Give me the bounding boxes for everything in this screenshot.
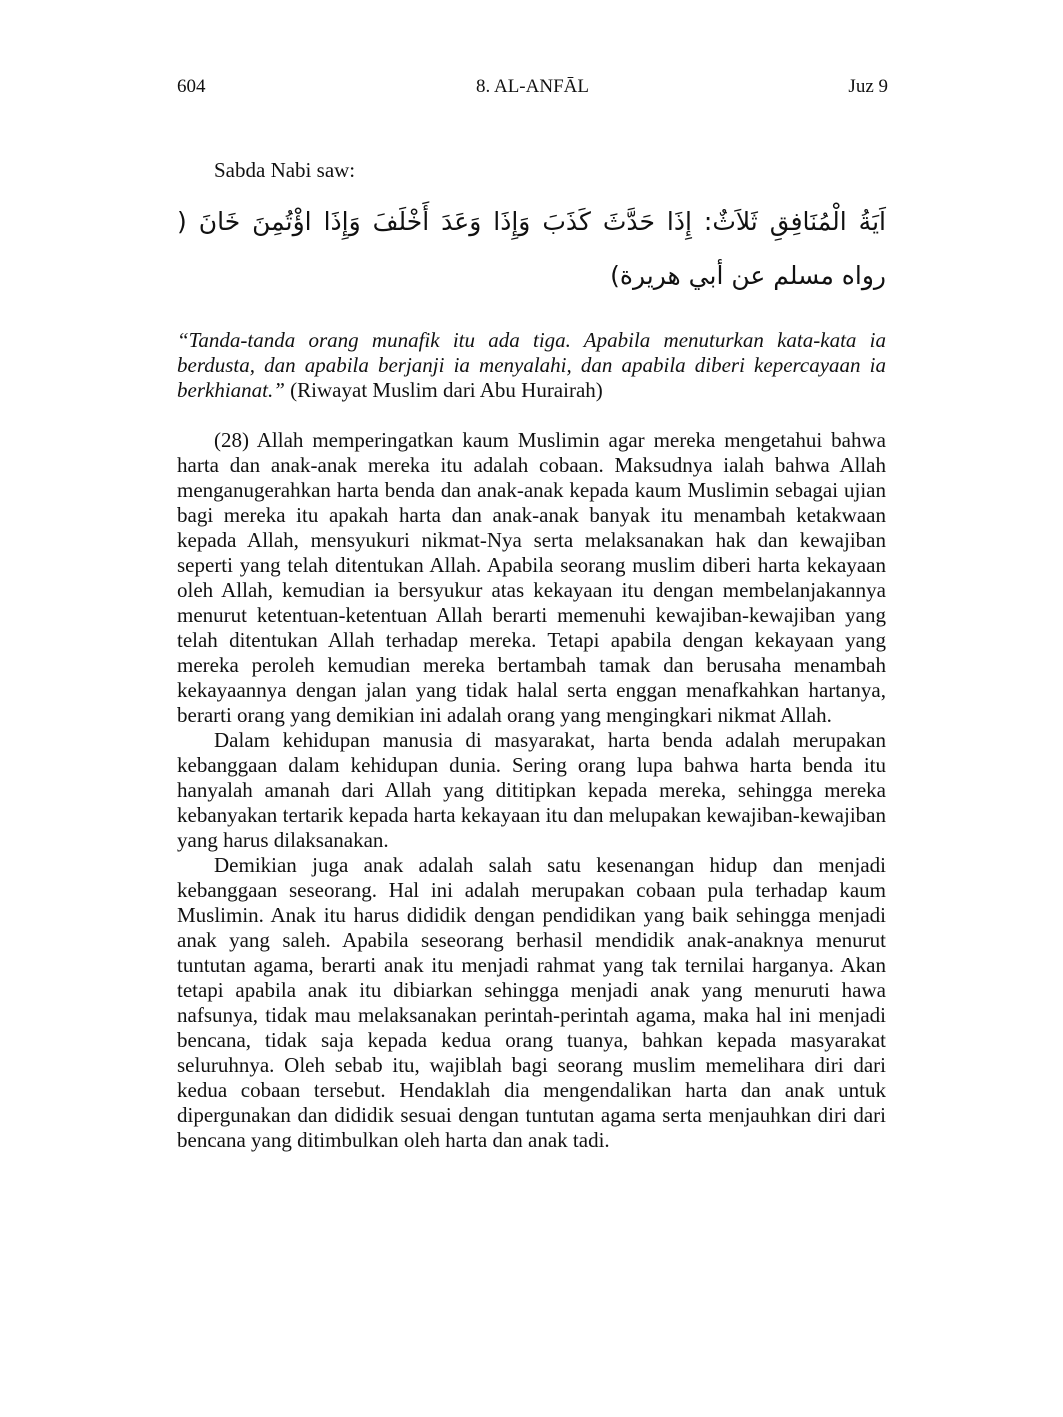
paragraph-wealth: Dalam kehidupan manusia di masyarakat, harta benda adalah merupakan kebanggaan dalam kehidupan dunia. Sering orang lupa bahwa harta benda itu hanyalah amanah dari Allah yang dititipkan kepada mereka, sehingga mereka kebanyakan tertarik kepada harta kekayaan itu dan melupakan kewajiban-kewajiban yang harus dilaksanakan. (177, 728, 886, 852)
paragraph-verse-28: (28) Allah memperingatkan kaum Muslimin agar mereka mengetahui bahwa harta dan anak-anak mereka itu adalah cobaan. Maksudnya ialah bahwa Allah menganugerahkan harta benda dan anak-anak kepada kaum Muslimin sebagai ujian bagi mereka itu apakah harta dan anak-anak banyak itu menambah ketakwaan kepada Allah, mensyukuri nikmat-Nya serta melaksanakan hak dan kewajiban seperti yang telah ditentukan Allah. Apabila seorang muslim diberi harta kekayaan oleh Allah, kemudian ia bersyukur atas kekayaan itu dengan membelanjakannya menurut ketentuan-ketentuan Allah berarti memenuhi kewajiban-kewajiban yang telah ditentukan Allah terhadap mereka. Tetapi apabila dengan kekayaan yang mereka peroleh kemudian mereka bertambah tamak dan berusaha menambah kekayaannya dengan jalan yang tidak halal serta enggan menafkahkan hartanya, berarti orang yang demikian ini adalah orang yang mengingkari nikmat Allah. (177, 428, 886, 727)
hadith-translation (177, 328, 886, 403)
chapter-title: 8. AL-ANFĀL (476, 76, 589, 97)
hadith-intro: Sabda Nabi saw: (214, 158, 356, 182)
translation-source: (Riwayat Muslim dari Abu Hurairah) (284, 378, 603, 402)
page-number: 604 (177, 76, 206, 97)
hadith-arabic: اَيَةُ الْمُنَافِقِ ثَلاَثٌ: إِذَا حَدَّثَ كَذَبَ وَإِذَا وَعَدَ أَخْلَفَ وَإِذَا اؤْتُمِنَ خَانَ ( رواه مسلم عن أبي هريرة) (177, 207, 886, 290)
page-body (177, 158, 886, 1153)
juz-label: Juz 9 (848, 76, 888, 97)
page-header (177, 76, 888, 102)
translation-quote: “Tanda-tanda orang munafik itu ada tiga. Apabila menuturkan kata-kata ia berdusta, dan apabila berjanji ia menyalahi, dan apabila diberi kepercayaan ia berkhianat.” (177, 328, 886, 402)
paragraph-children: Demikian juga anak adalah salah satu kesenangan hidup dan menjadi kebanggaan seseorang. Hal ini adalah merupakan cobaan pula terhadap kaum Muslimin. Anak itu harus dididik dengan pendidikan yang baik sehingga menjadi anak yang saleh. Apabila seseorang berhasil mendidik anak-anaknya menurut tuntutan agama, berarti anak itu menjadi rahmat yang tak ternilai harganya. Akan tetapi apabila anak itu dibiarkan sehingga menjadi anak yang menuruti hawa nafsunya, tidak mau melaksanakan perintah-perintah agama, maka hal ini menjadi bencana, tidak saja kepada kedua orang tuanya, bahkan kepada masyarakat seluruhnya. Oleh sebab itu, wajiblah bagi seorang muslim memelihara diri dari kedua cobaan tersebut. Hendaklah dia mengendalikan harta dan anak untuk dipergunakan dan dididik sesuai dengan tuntutan agama serta menjauhkan diri dari bencana yang ditimbulkan oleh harta dan anak tadi. (177, 853, 886, 1152)
